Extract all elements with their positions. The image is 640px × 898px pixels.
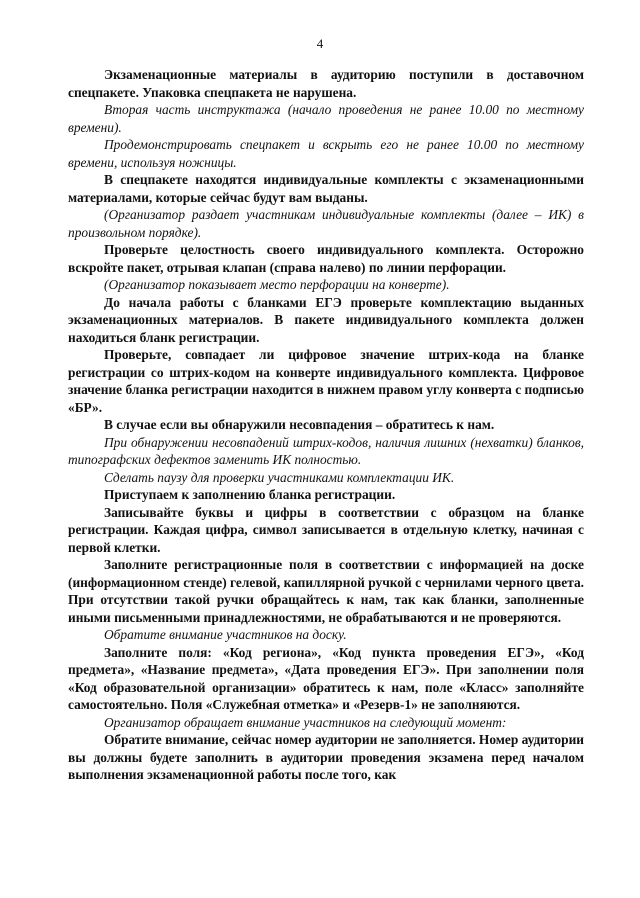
instruction-paragraph: Заполните регистрационные поля в соответствии с информацией на доске (информационном стенде) гелевой, капиллярной ручкой с чернилами черного цвета. При отсутствии такой ручки обращайтесь к нам, так как бланки, заполненные иными письменными принадлежностями, не обрабатываются и не проверяются. <box>68 557 584 625</box>
instruction-paragraph: Экзаменационные материалы в аудиторию поступили в доставочном спецпакете. Упаковка спецпакета не нарушена. <box>68 67 584 100</box>
document-body <box>68 66 584 784</box>
organizer-note: Сделать паузу для проверки участниками комплектации ИК. <box>104 469 455 485</box>
organizer-note: Продемонстрировать спецпакет и вскрыть его не ранее 10.00 по местному времени, используя ножницы. <box>68 137 584 170</box>
instruction-paragraph: Обратите внимание, сейчас номер аудитории не заполняется. Номер аудитории вы должны будете заполнить в аудитории проведения экзамена перед началом выполнения экзаменационной работы после того, как <box>68 732 584 782</box>
instruction-paragraph: Проверьте, совпадает ли цифровое значение штрих-кода на бланке регистрации со штрих-кодом на конверте индивидуального комплекта. Цифровое значение бланка регистрации находится в нижнем правом углу конверта с подписью «БР». <box>68 347 584 415</box>
organizer-note: Обратите внимание участников на доску. <box>104 627 347 642</box>
instruction-paragraph: Заполните поля: «Код региона», «Код пункта проведения ЕГЭ», «Код предмета», «Название предмета», «Дата проведения ЕГЭ». При заполнении поля «Код образовательной организации» обратитесь к нам, поле «Класс» заполняйте самостоятельно. Поля «Служебная отметка» и «Резерв-1» не заполняются. <box>68 644 584 712</box>
organizer-note: При обнаружении несовпадений штрих-кодов, наличия лишних (нехватки) бланков, типографских дефектов заменить ИК полностью. <box>68 434 584 467</box>
organizer-note: (Организатор показывает место перфорации на конверте). <box>104 277 450 292</box>
organizer-note: (Организатор раздает участникам индивидуальные комплекты (далее – ИК) в произвольном порядке). <box>68 207 584 240</box>
page-number: 4 <box>316 36 324 51</box>
organizer-note: Организатор обращает внимание участников на следующий момент: <box>104 714 507 730</box>
instruction-paragraph: Проверьте целостность своего индивидуального комплекта. Осторожно вскройте пакет, отрывая клапан (справа налево) по линии перфорации. <box>68 242 584 275</box>
instruction-paragraph: В случае если вы обнаружили несовпадения – обратитесь к нам. <box>104 417 495 432</box>
organizer-note: Вторая часть инструктажа (начало проведения не ранее 10.00 по местному времени). <box>68 102 584 135</box>
instruction-paragraph: До начала работы с бланками ЕГЭ проверьте комплектацию выданных экзаменационных материалов. В пакете индивидуального комплекта должен находиться бланк регистрации. <box>68 294 584 345</box>
instruction-paragraph: Приступаем к заполнению бланка регистрации. <box>104 487 396 502</box>
instruction-paragraph: В спецпакете находятся индивидуальные комплекты с экзаменационными материалами, которые сейчас будут вам выданы. <box>68 172 584 205</box>
instruction-paragraph: Записывайте буквы и цифры в соответствии с образцом на бланке регистрации. Каждая цифра, символ записывается в отдельную клетку, начиная с первой клетки. <box>68 504 584 555</box>
